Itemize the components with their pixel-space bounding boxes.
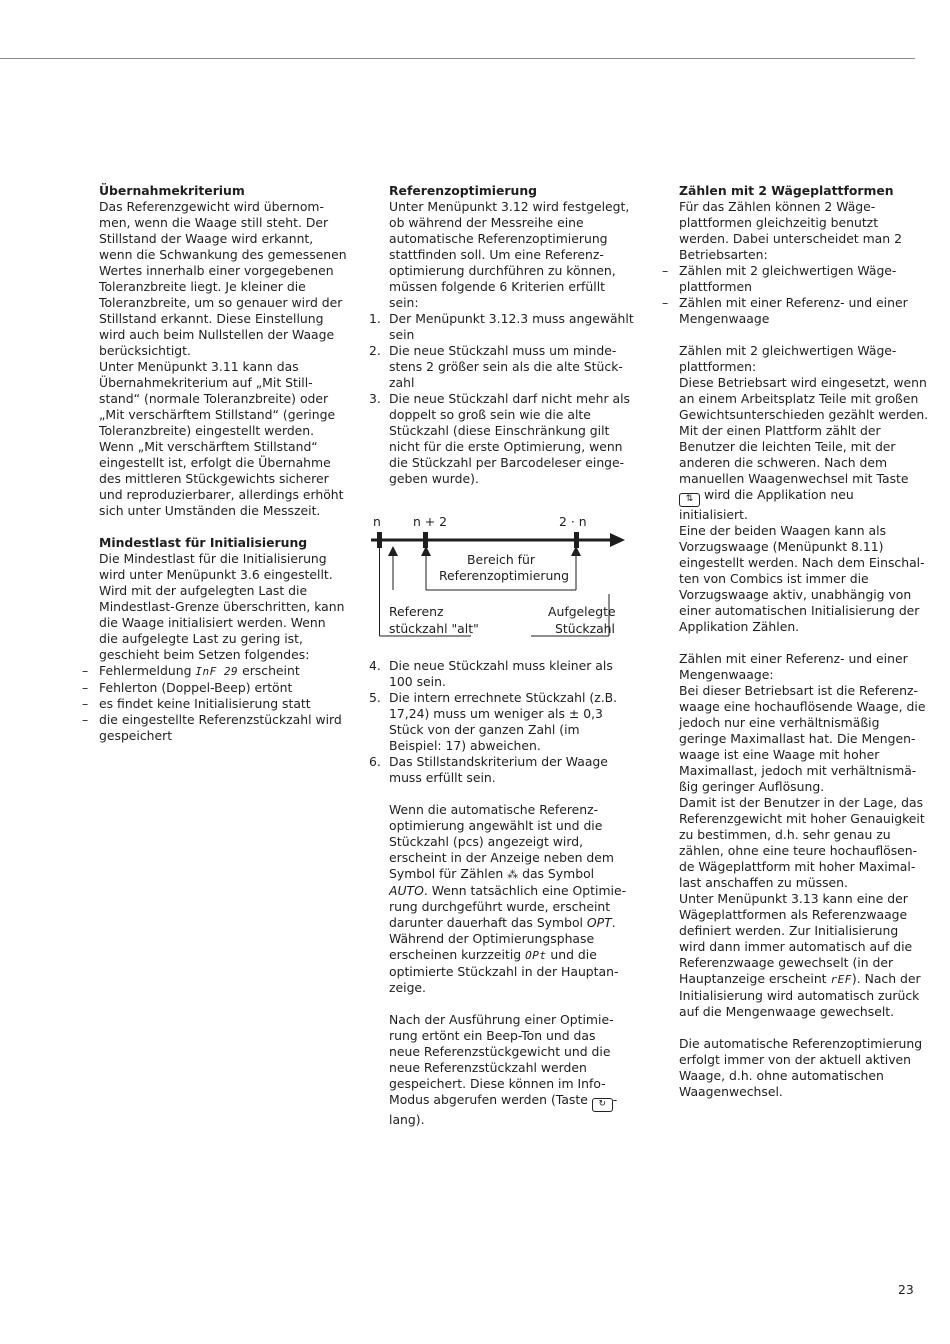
item-number: 2. bbox=[369, 343, 381, 358]
text-line: ten von Combics ist immer die bbox=[679, 571, 869, 586]
label-ref-1: Referenz bbox=[389, 604, 444, 619]
paragraph-uebernahme bbox=[99, 199, 357, 519]
text-line: die aufgelegte Last zu gering ist, bbox=[99, 631, 303, 646]
item-line: muss erfüllt sein. bbox=[389, 770, 496, 785]
text-line: Übernahmekriterium auf „Mit Still- bbox=[99, 375, 313, 390]
text-line: Maximallast, jedoch mit verhältnismä- bbox=[679, 763, 917, 778]
heading-referenzoptimierung: Referenzoptimierung bbox=[389, 183, 538, 198]
segment-display-inf29: InF 29 bbox=[195, 665, 239, 678]
text-line: wird auch beim Nullstellen der Waage bbox=[99, 327, 335, 342]
text-line: ob während der Messreihe eine bbox=[389, 215, 584, 230]
paragraph-mindestlast bbox=[99, 551, 357, 663]
text-line: des mittleren Stückgewichts sicherer bbox=[99, 471, 329, 486]
arrow-range-right-head bbox=[571, 546, 581, 556]
text-line: wird dann immer automatisch auf die bbox=[679, 939, 913, 954]
text-line: last anschaffen zu müssen. bbox=[679, 875, 848, 890]
text-line: waage ist eine Waage mit hoher bbox=[679, 747, 880, 762]
text-line: Wenn „Mit verschärftem Stillstand“ bbox=[99, 439, 318, 454]
heading-zaehlen-2-plattformen: Zählen mit 2 Wägeplattformen bbox=[679, 183, 894, 198]
text-line: sich unter Umständen die Messzeit. bbox=[99, 503, 321, 518]
text-line: Eine der beiden Waagen kann als bbox=[679, 523, 887, 538]
text-line: an einem Arbeitsplatz Teile mit großen bbox=[679, 391, 919, 406]
text-line: Unter Menüpunkt 3.12 wird festgelegt, bbox=[389, 199, 630, 214]
text-line: optimierte Stückzahl in der Hauptan- bbox=[389, 964, 619, 979]
text-line: die Waage initialisiert werden. Wenn bbox=[99, 615, 326, 630]
text-line: Bei dieser Betriebsart ist die Referenz- bbox=[679, 683, 918, 698]
text-line: Zählen mit einer Referenz- und einer bbox=[679, 651, 908, 666]
text-line: auf die Mengenwaage gewechselt. bbox=[679, 1004, 895, 1019]
text-line: zu bestimmen, d.h. sehr genau zu bbox=[679, 827, 891, 842]
paragraph-zaehlen-intro bbox=[679, 199, 929, 263]
numbered-item bbox=[369, 658, 651, 690]
item-number: 1. bbox=[369, 311, 381, 326]
label-range-1: Bereich für bbox=[467, 552, 535, 567]
item-number: 6. bbox=[369, 754, 381, 769]
item-line: Das Stillstandskriterium der Waage bbox=[389, 754, 608, 769]
reference-range-diagram bbox=[371, 494, 633, 644]
auto-symbol: AUTO bbox=[389, 883, 424, 898]
text-line: automatische Referenzoptimierung bbox=[389, 231, 608, 246]
item-line: Die neue Stückzahl muss um minde- bbox=[389, 343, 617, 358]
text-line: optimierung durchführen zu können, bbox=[389, 263, 616, 278]
text-line: Wird mit der aufgelegten Last die bbox=[99, 583, 308, 598]
text-line: zählen, ohne eine teure hochauflösen- bbox=[679, 843, 918, 858]
segment-display-opt: OPt bbox=[525, 949, 547, 962]
item-line: nicht für die erste Optimierung, wenn bbox=[389, 439, 623, 454]
text-line: rung ertönt ein Beep-Ton und das bbox=[389, 1028, 596, 1043]
text-line: neue Referenzstückgewicht und die bbox=[389, 1044, 611, 1059]
column-2 bbox=[369, 183, 651, 1128]
text-line: Betriebsarten: bbox=[679, 247, 768, 262]
text-line: Damit ist der Benutzer in der Lage, das bbox=[679, 795, 924, 810]
segment-display-ref: rEF bbox=[830, 973, 852, 986]
text-line: Die Mindestlast für die Initialisierung bbox=[99, 551, 327, 566]
text-line: erscheint in der Anzeige neben dem bbox=[389, 850, 614, 865]
numbered-item bbox=[369, 754, 651, 786]
counting-symbol-icon: ⁂ bbox=[507, 868, 519, 881]
text-line: einer automatischen Initialisierung der bbox=[679, 603, 920, 618]
text-line: Applikation Zählen. bbox=[679, 619, 800, 634]
text-line: Waagenwechsel. bbox=[679, 1084, 783, 1099]
text-line: Unter Menüpunkt 3.13 kann eine der bbox=[679, 891, 908, 906]
text-line: initialisiert. bbox=[679, 507, 748, 522]
column-1 bbox=[82, 183, 357, 744]
item-line: sein bbox=[389, 327, 415, 342]
text-line: Das Referenzgewicht wird übernom- bbox=[99, 199, 324, 214]
bullet-gleichwertig: – Zählen mit 2 gleichwertigen Wäge- plattformen bbox=[662, 263, 897, 294]
paragraph-beep: Nach der Ausführung einer Optimie- rung ertönt ein Beep-Ton und das neue Referenzstückgewicht und die neue Referenzstückzahl werden gespeichert. Diese können im Info- Modus abgerufen werden (Taste ↻ - lang). bbox=[389, 1012, 651, 1128]
label-load-2: Stückzahl bbox=[555, 621, 615, 636]
paragraph-referenzoptimierung bbox=[389, 199, 651, 311]
item-line: Stückzahl (diese Einschränkung gilt bbox=[389, 423, 610, 438]
text-line: Toleranzbreite liegt. Je kleiner die bbox=[99, 279, 306, 294]
column-3 bbox=[662, 183, 929, 1100]
tick-2n bbox=[574, 532, 579, 548]
text-line: Toleranzbreite) eingestellt werden. bbox=[99, 423, 315, 438]
bullet-fehlerton: – Fehlerton (Doppel-Beep) ertönt bbox=[82, 680, 293, 695]
bullet-fehlermeldung: – Fehlermeldung InF 29 erscheint bbox=[82, 663, 300, 678]
text-line: Mengenwaage: bbox=[679, 667, 774, 682]
text-line: manuellen Waagenwechsel mit Taste bbox=[679, 471, 909, 486]
paragraph-auto-optimierung bbox=[679, 1036, 929, 1100]
numbered-item bbox=[369, 311, 651, 343]
text-line: Die automatische Referenzoptimierung bbox=[679, 1036, 923, 1051]
arrow-ref-head bbox=[388, 546, 398, 556]
paragraph-gleichwertig: Zählen mit 2 gleichwertigen Wäge- plattformen: Diese Betriebsart wird eingesetzt, wenn an einem Arbeitsplatz Teile mit großen Gewichtsunterschieden gezählt werden. Mit der einen Plattform zählt der Benutzer die leichten Teile, mit der anderen die schweren. Nach dem manuellen Waagenwechsel mit Taste ⇅ wird die Applikation neu initialisiert. Eine der beiden Waagen kann als Vorzugswaage (Menüpunkt 8.11) eingestellt werden. Nach dem Einschal- ten von Combics ist immer die Vorzugswaage aktiv, unabhängig von einer automatischen Initialisierung der Applikation Zählen. bbox=[679, 343, 929, 634]
text-line: Diese Betriebsart wird eingesetzt, wenn bbox=[679, 375, 927, 390]
text-line: plattformen gleichzeitig benutzt bbox=[679, 215, 879, 230]
item-line: die Stückzahl per Barcodeleser einge- bbox=[389, 455, 625, 470]
text-line: geringe Maximallast hat. Die Mengen- bbox=[679, 731, 916, 746]
numbered-item bbox=[369, 343, 651, 391]
numbered-item bbox=[369, 391, 651, 487]
text-line: waage eine hochauflösende Waage, die bbox=[679, 699, 926, 714]
text-line: stattfinden soll. Um eine Referenz- bbox=[389, 247, 604, 262]
bullet-referenz-mengen: – Zählen mit einer Referenz- und einer Mengenwaage bbox=[662, 295, 908, 326]
text-line: zeige. bbox=[389, 980, 426, 995]
text-line: jedoch nur eine verhältnismäßig bbox=[679, 715, 880, 730]
label-n-plus-2: n + 2 bbox=[413, 514, 447, 529]
header-rule bbox=[0, 58, 915, 59]
text-line: definiert werden. Zur Initialisierung bbox=[679, 923, 899, 938]
text-line: Vorzugswaage aktiv, unabhängig von bbox=[679, 587, 912, 602]
text-line: ßig geringer Auflösung. bbox=[679, 779, 825, 794]
text-line: men, wenn die Waage still steht. Der bbox=[99, 215, 329, 230]
text-line: Unter Menüpunkt 3.11 kann das bbox=[99, 359, 299, 374]
item-line: doppelt so groß sein wie die alte bbox=[389, 407, 591, 422]
text-line: Benutzer die leichten Teile, mit der bbox=[679, 439, 896, 454]
text-line: Toleranzbreite, um so genauer wird der bbox=[99, 295, 343, 310]
text-line: gespeichert. Diese können im Info- bbox=[389, 1076, 606, 1091]
item-line: 100 sein. bbox=[389, 674, 446, 689]
heading-mindestlast: Mindestlast für Initialisierung bbox=[99, 535, 308, 550]
text-line: erfolgt immer von der aktuell aktiven bbox=[679, 1052, 912, 1067]
text-line: Referenzwaage gewechselt (in der bbox=[679, 955, 894, 970]
axis-arrowhead bbox=[610, 533, 625, 547]
text-line: wird unter Menüpunkt 3.6 eingestellt. bbox=[99, 567, 333, 582]
label-2n: 2 · n bbox=[559, 514, 587, 529]
text-line: stand“ (normale Toleranzbreite) oder bbox=[99, 391, 329, 406]
item-number: 3. bbox=[369, 391, 381, 406]
label-range-2: Referenzoptimierung bbox=[439, 568, 570, 583]
text-line: Mit der einen Plattform zählt der bbox=[679, 423, 881, 438]
item-line: Die intern errechnete Stückzahl (z.B. bbox=[389, 690, 618, 705]
numbered-item bbox=[369, 690, 651, 754]
label-n: n bbox=[373, 514, 381, 529]
text-line: Stückzahl (pcs) angezeigt wird, bbox=[389, 834, 584, 849]
bullet-keine-initialisierung: – es findet keine Initialisierung statt bbox=[82, 696, 311, 711]
item-line: Die neue Stückzahl muss kleiner als bbox=[389, 658, 613, 673]
text-line: de Wägeplattform mit hoher Maximal- bbox=[679, 859, 916, 874]
criteria-list-2 bbox=[369, 658, 651, 786]
text-line: Mindestlast-Grenze überschritten, kann bbox=[99, 599, 345, 614]
text-line: eingestellt ist, erfolgt die Übernahme bbox=[99, 455, 331, 470]
text-line: müssen folgende 6 Kriterien erfüllt bbox=[389, 279, 605, 294]
page-number: 23 bbox=[898, 1282, 914, 1297]
scale-switch-key-icon: ⇅ bbox=[679, 493, 700, 507]
text-line: Wägeplattformen als Referenzwaage bbox=[679, 907, 908, 922]
text-line: werden. Dabei unterscheidet man 2 bbox=[679, 231, 902, 246]
item-line: stens 2 größer sein als die alte Stück- bbox=[389, 359, 623, 374]
criteria-list-1 bbox=[369, 311, 651, 487]
text-line: Vorzugswaage (Menüpunkt 8.11) bbox=[679, 539, 884, 554]
item-line: Stück von der ganzen Zahl (im bbox=[389, 722, 580, 737]
heading-uebernahmekriterium: Übernahmekriterium bbox=[99, 183, 245, 198]
text-line: Referenzgewicht mit hoher Genauigkeit bbox=[679, 811, 925, 826]
text-line: Wenn die automatische Referenz- bbox=[389, 802, 599, 817]
text-line: Nach der Ausführung einer Optimie- bbox=[389, 1012, 614, 1027]
paragraph-auto-symbol: Wenn die automatische Referenz- optimierung angewählt ist und die Stückzahl (pcs) angezeigt wird, erscheint in der Anzeige neben dem Symbol für Zählen ⁂ das Symbol AUTO. Wenn tatsächlich eine Optimie- rung durchgeführt wurde, erscheint darunter dauerhaft das Symbol OPT. Während der Optimierungsphase erscheinen kurzzeitig OPt und die optimierte Stückzahl in der Hauptan- zeige. bbox=[389, 802, 651, 996]
text-line: neue Referenzstückzahl werden bbox=[389, 1060, 587, 1075]
item-line: Beispiel: 17) abweichen. bbox=[389, 738, 541, 753]
label-ref-2: stückzahl "alt" bbox=[389, 621, 479, 636]
paragraph-referenz-mengen: Zählen mit einer Referenz- und einer Mengenwaage: Bei dieser Betriebsart ist die Referenz- waage eine hochauflösende Waage, die jedoch nur eine verhältnismäßig geringe Maximallast hat. Die Mengen- waage ist eine Waage mit hoher Maximallast, jedoch mit verhältnismä- ßig geringer Auflösung. Damit ist der Benutzer in der Lage, das Referenzgewicht mit hoher Genauigkeit zu bestimmen, d.h. sehr genau zu zählen, ohne eine teure hochauflösen- de Wägeplattform mit hoher Maximal- last anschaffen zu müssen. Unter Menüpunkt 3.13 kann eine der Wägeplattformen als Referenzwaage definiert werden. Zur Initialisierung wird dann immer automatisch auf die Referenzwaage gewechselt (in der Hauptanzeige erscheint rEF). Nach der Initialisierung wird automatisch zurück auf die Mengenwaage gewechselt. bbox=[679, 651, 929, 1020]
arrow-range-left-head bbox=[421, 546, 431, 556]
bullet-referenzstueckzahl: – die eingestellte Referenzstückzahl wird gespeichert bbox=[82, 712, 342, 743]
item-number: 5. bbox=[369, 690, 381, 705]
text-line: berücksichtigt. bbox=[99, 343, 191, 358]
text-line: Stillstand erkannt. Diese Einstellung bbox=[99, 311, 324, 326]
item-line: Der Menüpunkt 3.12.3 muss angewählt bbox=[389, 311, 634, 326]
tick-n2 bbox=[423, 532, 428, 548]
item-number: 4. bbox=[369, 658, 381, 673]
text-line: sein: bbox=[389, 295, 419, 310]
text-line: Für das Zählen können 2 Wäge- bbox=[679, 199, 876, 214]
label-load-1: Aufgelegte bbox=[548, 604, 616, 619]
text-line: Waage, d.h. ohne automatischen bbox=[679, 1068, 884, 1083]
info-key-icon: ↻ bbox=[592, 1098, 613, 1112]
text-line: Stillstand der Waage wird erkannt, bbox=[99, 231, 314, 246]
item-line: geben wurde). bbox=[389, 471, 479, 486]
item-line: Die neue Stückzahl darf nicht mehr als bbox=[389, 391, 631, 406]
text-line: Zählen mit 2 gleichwertigen Wäge- bbox=[679, 343, 897, 358]
text-line: anderen die schweren. Nach dem bbox=[679, 455, 888, 470]
text-line: Initialisierung wird automatisch zurück bbox=[679, 988, 920, 1003]
text-line: „Mit verschärftem Stillstand“ (geringe bbox=[99, 407, 336, 422]
opt-symbol: OPT bbox=[586, 915, 612, 930]
text-line: Wertes innerhalb einer vorgegebenen bbox=[99, 263, 334, 278]
item-line: 17,24) muss um weniger als ± 0,3 bbox=[389, 706, 603, 721]
text-line: plattformen: bbox=[679, 359, 757, 374]
text-line: wenn die Schwankung des gemessenen bbox=[99, 247, 347, 262]
text-line: eingestellt werden. Nach dem Einschal- bbox=[679, 555, 925, 570]
text-line: und reproduzierbarer, allerdings erhöht bbox=[99, 487, 344, 502]
item-line: zahl bbox=[389, 375, 415, 390]
text-line: geschieht beim Setzen folgendes: bbox=[99, 647, 310, 662]
text-line: Gewichtsunterschieden gezählt werden. bbox=[679, 407, 929, 422]
text-line: optimierung angewählt ist und die bbox=[389, 818, 603, 833]
